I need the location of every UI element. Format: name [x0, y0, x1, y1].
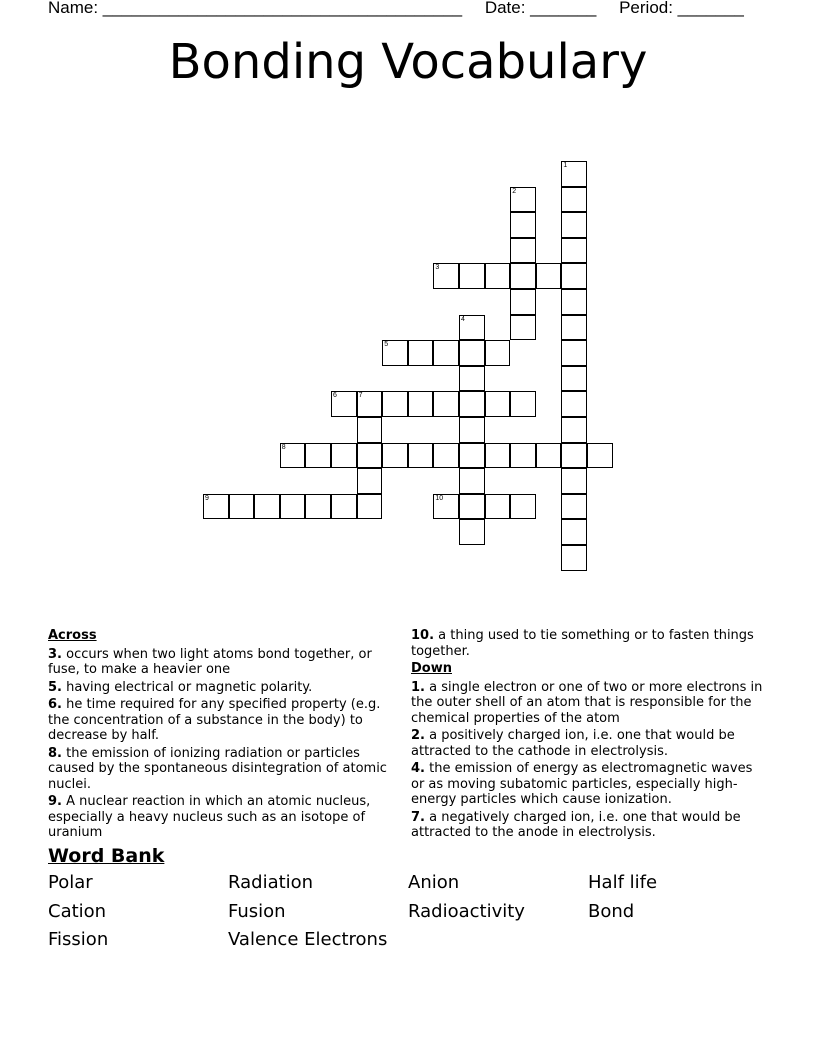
across-clue	[48, 746, 398, 793]
across-clue	[411, 628, 766, 659]
crossword-cell[interactable]	[331, 494, 357, 520]
clue-number: 6	[333, 392, 337, 400]
crossword-cell[interactable]	[459, 340, 485, 366]
clue-text: a single electron or one of two or more electrons in the outer shell of an atom that is responsible for the chemical properties of the atom	[411, 679, 763, 726]
word-bank-item: Valence Electrons	[228, 929, 388, 950]
crossword-cell[interactable]	[561, 468, 587, 494]
clue-num: 7.	[411, 809, 425, 825]
clue-number: 3	[435, 264, 440, 272]
word-bank-item: Bond	[588, 901, 635, 922]
crossword-cell[interactable]	[485, 391, 511, 417]
down-clue	[411, 680, 766, 727]
clue-number: 9	[205, 494, 209, 502]
clue-number: 7	[358, 392, 363, 400]
crossword-cell[interactable]	[485, 443, 511, 469]
clue-text: a positively charged ion, i.e. one that would be attracted to the cathode in electrolysis.	[411, 728, 735, 759]
crossword-cell[interactable]	[561, 391, 587, 417]
crossword-cell[interactable]	[280, 494, 306, 520]
crossword-cell[interactable]	[485, 263, 511, 289]
clue-num: 5.	[48, 679, 62, 695]
clue-number: 8	[281, 443, 286, 451]
word-bank-item: Radiation	[228, 872, 314, 893]
clues-left-column	[48, 628, 398, 843]
crossword-cell[interactable]	[433, 391, 459, 417]
word-bank-item: Cation	[48, 901, 107, 922]
crossword-cell[interactable]	[510, 391, 536, 417]
clue-num: 8.	[48, 745, 62, 761]
crossword-cell[interactable]	[357, 391, 383, 417]
crossword-cell[interactable]	[536, 443, 562, 469]
crossword-cell[interactable]	[357, 494, 383, 520]
crossword-cell[interactable]	[408, 391, 434, 417]
crossword-cell[interactable]	[459, 391, 485, 417]
down-heading: Down	[411, 661, 452, 676]
crossword-cell[interactable]	[357, 468, 383, 494]
crossword-cell[interactable]	[305, 443, 331, 469]
crossword-cell[interactable]	[357, 443, 383, 469]
clue-number: 2	[512, 187, 517, 195]
clue-num: 4.	[411, 761, 425, 776]
across-clue	[48, 697, 398, 744]
crossword-cell[interactable]	[510, 494, 536, 520]
crossword-cell[interactable]	[331, 391, 357, 417]
crossword-cell[interactable]	[459, 519, 485, 545]
crossword-cell[interactable]	[510, 238, 536, 264]
crossword-cell[interactable]	[459, 417, 485, 443]
down-clue	[411, 761, 766, 808]
crossword-cell[interactable]	[561, 315, 587, 341]
crossword-cell[interactable]	[331, 443, 357, 469]
crossword-cell[interactable]	[561, 263, 587, 289]
clue-text: occurs when two light atoms bond together, or fuse, to make a heavier one	[48, 646, 372, 677]
crossword-cell[interactable]	[305, 494, 331, 520]
crossword-cell[interactable]	[408, 443, 434, 469]
crossword-cell[interactable]	[536, 263, 562, 289]
crossword-cell[interactable]	[459, 366, 485, 392]
crossword-cell[interactable]	[561, 545, 587, 571]
crossword-cell[interactable]	[382, 340, 408, 366]
crossword-cell[interactable]	[459, 263, 485, 289]
crossword-cell[interactable]	[459, 315, 485, 341]
clue-num: 10.	[411, 628, 435, 643]
clue-text: the emission of energy as electromagnetic waves or as moving subatomic particles, especially high-energy particles which cause ionization.	[411, 761, 753, 807]
word-bank-item: Anion	[408, 872, 460, 893]
clue-text: the emission of ionizing radiation or particles caused by the spontaneous disintegration of atomic nuclei.	[48, 745, 387, 792]
crossword-cell[interactable]	[561, 340, 587, 366]
crossword-cell[interactable]	[382, 443, 408, 469]
clue-num: 1.	[411, 679, 425, 695]
crossword-cell[interactable]	[561, 494, 587, 520]
clue-number: 5	[384, 341, 389, 349]
crossword-cell[interactable]	[510, 187, 536, 213]
crossword-cell[interactable]	[485, 340, 511, 366]
clue-num: 3.	[48, 646, 62, 662]
crossword-cell[interactable]	[510, 263, 536, 289]
crossword-cell[interactable]	[561, 366, 587, 392]
clue-text: he time required for any specified property (e.g. the concentration of a substance in the body) to decrease by half.	[48, 697, 381, 743]
clue-num: 9.	[48, 794, 62, 809]
across-clue	[48, 680, 398, 696]
clue-num: 2.	[411, 728, 425, 743]
crossword-cell[interactable]	[459, 468, 485, 494]
date-field[interactable]: Date: _______	[484, 0, 597, 17]
clue-text: having electrical or magnetic polarity.	[61, 679, 313, 695]
crossword-cell[interactable]	[485, 494, 511, 520]
crossword-cell[interactable]	[408, 340, 434, 366]
word-bank-item: Radioactivity	[408, 901, 525, 922]
crossword-cell[interactable]	[280, 443, 306, 469]
clue-number: 10	[435, 494, 444, 502]
down-clue	[411, 810, 766, 841]
crossword-cell[interactable]	[433, 340, 459, 366]
across-heading: Across	[48, 628, 97, 643]
crossword-cell[interactable]	[229, 494, 255, 520]
crossword-cell[interactable]	[561, 519, 587, 545]
crossword-cell[interactable]	[510, 443, 536, 469]
crossword-cell[interactable]	[254, 494, 280, 520]
crossword-cell[interactable]	[561, 289, 587, 315]
clue-num: 6.	[48, 697, 62, 712]
word-bank-item: Fusion	[228, 901, 286, 922]
crossword-cell[interactable]	[433, 443, 459, 469]
word-bank-item: Fission	[48, 929, 109, 950]
crossword-cell[interactable]	[203, 494, 229, 520]
crossword-cell[interactable]	[561, 443, 587, 469]
crossword-cell[interactable]	[561, 187, 587, 213]
clue-number: 1	[563, 162, 568, 169]
crossword-cell[interactable]	[357, 417, 383, 443]
crossword-cell[interactable]	[510, 212, 536, 238]
crossword-cell[interactable]	[459, 443, 485, 469]
crossword-cell[interactable]	[561, 238, 587, 264]
down-clue	[411, 728, 766, 759]
clue-text: A nuclear reaction in which an atomic nucleus, especially a heavy nucleus such as an isotope of uranium	[48, 794, 371, 840]
crossword-cell[interactable]	[459, 494, 485, 520]
across-clue	[48, 647, 398, 678]
clue-text: a negatively charged ion, i.e. one that would be attracted to the anode in electrolysis.	[411, 809, 741, 840]
name-field[interactable]: Name: ______________________________________	[48, 0, 463, 17]
crossword-cell[interactable]	[561, 417, 587, 443]
crossword-cell[interactable]	[510, 289, 536, 315]
word-bank-item: Half life	[588, 872, 658, 893]
crossword-cell[interactable]	[433, 494, 459, 520]
crossword-cell[interactable]	[561, 212, 587, 238]
clue-text: a thing used to tie something or to fasten things together.	[411, 628, 754, 659]
page-title: Bonding Vocabulary	[168, 34, 648, 90]
crossword-cell[interactable]	[433, 263, 459, 289]
crossword-cell[interactable]	[510, 315, 536, 341]
clues-right-column	[411, 628, 766, 843]
across-clue	[48, 794, 398, 841]
word-bank-title: Word Bank	[48, 845, 165, 867]
crossword-cell[interactable]	[561, 161, 587, 187]
word-bank-item: Polar	[48, 872, 93, 893]
crossword-cell[interactable]	[587, 443, 613, 469]
clue-number: 4	[461, 315, 465, 323]
period-field[interactable]: Period: _______	[619, 0, 744, 17]
crossword-cell[interactable]	[382, 391, 408, 417]
